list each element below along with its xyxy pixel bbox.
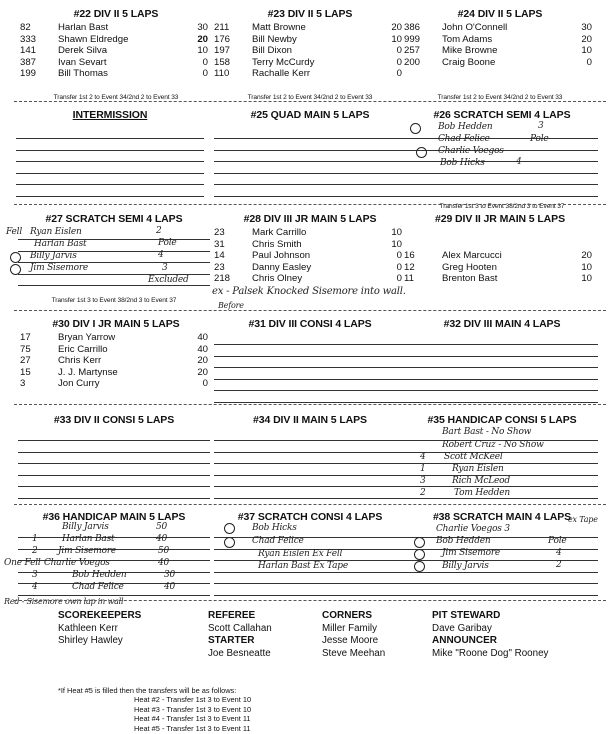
handwritten-circle [10,264,21,275]
table-row [20,355,212,367]
points: 40 [197,343,208,355]
event-title: #34 DIV II MAIN 5 LAPS [253,414,367,426]
handwritten-mark: Pole [548,536,567,546]
handwritten-mark: 3 [162,263,168,273]
footnote-line: Heat #4 - Transfer 1st 3 to Event 11 [134,714,251,724]
handwritten-entry: Harlan Bast Ex Tape [258,561,348,571]
car-number: 16 [404,250,415,261]
car-number: 3 [20,378,26,389]
handwritten-score: 50 [156,522,168,532]
driver-name: Greg Hooten [442,261,497,273]
car-number: 158 [214,56,231,68]
points: 20 [197,33,208,45]
table-row [214,239,406,251]
table-row [214,262,406,274]
event-35 [406,414,598,509]
table-row [214,273,406,285]
handwritten-entry: Billy Jarvis [442,561,489,571]
points: 0 [586,56,592,68]
points: 10 [391,227,402,238]
event-title: #33 DIV II CONSI 5 LAPS [53,414,175,426]
handwritten-score: 50 [158,546,170,556]
car-number: 11 [404,273,414,284]
points: 0 [396,56,402,68]
car-number: 257 [404,45,421,56]
event-title: #28 DIV III JR MAIN 5 LAPS [243,213,377,225]
handwritten-entry: Chad Felice [252,536,304,546]
entry-lines [406,344,598,403]
role-heading: STARTER [208,635,255,646]
official-name: Jesse Moore [322,635,379,646]
table-row [20,68,212,80]
transfer-note: Transfer 1st 2 to Event 34/2nd 2 to Event 33 [247,93,373,101]
event-title: #36 HANDICAP MAIN 5 LAPS [42,511,186,523]
table-row [404,262,596,274]
car-number: 387 [20,56,37,68]
event-24 [404,8,596,101]
footnote-intro: *If Heat #5 is filled then the transfers will be as follows: [58,686,237,695]
points: 0 [202,56,208,68]
table-row [20,378,212,390]
car-number: 27 [20,355,31,366]
transfer-footnote [58,686,251,733]
transfer-note: Transfer 1st 2 to Event 34/2nd 2 to Event 33 [53,93,179,101]
section-divider [14,101,606,102]
handwritten-mark: 4 [158,250,164,260]
event-28 [214,213,406,285]
points: 20 [581,250,592,261]
driver-name: Alex Marcucci [442,250,502,261]
handwritten-note: One Fell [4,558,41,568]
event-31 [214,318,406,413]
points: 0 [396,273,402,284]
handwritten-note: Before [218,301,244,310]
driver-name: Derek Silva [58,45,108,56]
car-number: 23 [214,261,225,273]
handwritten-mark: 2 [156,226,162,236]
handwritten-mark: 2 [556,560,562,570]
handwritten-mark: 3 [32,570,38,580]
car-number: 333 [20,33,37,45]
handwritten-entry: Jim Sisemore [58,546,117,556]
driver-name: Shawn Eldredge [58,33,129,45]
driver-name: Rachalle Kerr [252,68,311,79]
event-30 [20,318,212,390]
handwritten-entry: Charlie Voegos [438,146,504,156]
table-row [214,68,406,80]
points: 10 [581,45,592,56]
points: 10 [391,33,402,45]
car-number: 14 [214,250,225,261]
car-number: 176 [214,33,231,45]
handwritten-mark: 2 [420,488,426,498]
table-row [20,22,212,34]
points: 30 [581,22,592,33]
table-row [404,250,596,262]
car-number: 197 [214,45,231,56]
event-36 [4,511,210,606]
event-37 [214,511,406,606]
event-title: #30 DIV I JR MAIN 5 LAPS [52,318,180,330]
entry-lines [18,440,210,499]
handwritten-note: Fell [6,227,23,237]
event-23 [214,8,406,101]
points: 40 [197,332,208,343]
table-row [214,250,406,262]
official-name: Kathleen Kerr [58,622,118,634]
handwritten-note: ex Tape [568,515,598,524]
event-title: #35 HANDICAP CONSI 5 LAPS [427,414,577,426]
points: 20 [581,33,592,45]
handwritten-circle [224,523,235,534]
event-title: #26 SCRATCH SEMI 4 LAPS [433,109,571,121]
section-divider [14,504,606,505]
handwritten-entry: Jim Sisemore [30,263,89,273]
driver-name: Matt Browne [252,22,306,33]
event-title: #29 DIV II JR MAIN 5 LAPS [435,213,565,225]
event-title: #31 DIV III CONSI 4 LAPS [248,318,372,330]
handwritten-score: 40 [156,534,168,544]
car-number: 17 [20,332,31,343]
table-row [404,57,596,69]
handwritten-circle [414,549,425,560]
car-number: 75 [20,343,31,355]
points: 20 [391,22,402,33]
points: 10 [581,261,592,273]
handwritten-entry: Ryan Eislen [30,227,82,237]
section-divider [14,600,606,601]
entry-lines [406,537,598,596]
driver-name: Chris Smith [252,238,302,250]
handwritten-circle [416,147,427,158]
table-row [404,273,596,285]
car-number: 199 [20,68,37,79]
driver-name: Ivan Sevart [58,56,107,68]
handwritten-circle [410,123,421,134]
handwritten-note: ex - Palsek Knocked Sisemore into wall. [212,286,406,297]
driver-name: Terry McCurdy [252,56,315,68]
role-heading: ANNOUNCER [432,635,497,646]
car-number: 200 [404,56,421,68]
transfer-note: Transfer 1st 2 to Event 34/2nd 2 to Event 33 [437,94,563,101]
driver-name: Chris Kerr [58,355,102,366]
driver-name: Chris Olney [252,273,303,284]
event-title: #27 SCRATCH SEMI 4 LAPS [45,213,183,225]
official-name: Scott Callahan [208,622,272,634]
handwritten-mark: 4 [32,582,38,592]
event-title: #24 DIV II 5 LAPS [457,8,543,20]
table-row [404,34,596,46]
entry-lines [214,440,406,499]
handwritten-entry: Ryan Eislen Ex Fell [258,549,343,559]
section-divider [14,310,606,311]
entry-lines [16,138,204,197]
referee-block [208,610,272,660]
handwritten-score: 30 [164,570,176,580]
car-number: 211 [214,22,230,33]
points: 10 [391,238,402,250]
entry-lines [214,344,406,403]
event-title: #32 DIV III MAIN 4 LAPS [443,318,561,330]
handwritten-entry: Bob Hicks [252,523,297,533]
handwritten-entry: Robert Cruz - No Show [442,440,544,450]
points: 0 [202,378,208,389]
event-34 [214,414,406,509]
handwritten-entry: Bob Hicks [440,158,485,168]
table-row [20,344,212,356]
car-number: 110 [214,68,230,79]
points: 0 [396,261,402,273]
driver-name: Craig Boone [442,56,496,68]
handwritten-mark: 4 [516,157,522,167]
official-name: Shirley Hawley [58,635,123,646]
driver-name: Tom Adams [442,33,493,45]
corners-block [322,610,385,660]
table-row [214,45,406,57]
handwritten-circle [414,537,425,548]
handwritten-mark: 3 [420,476,426,486]
event-32 [406,318,598,413]
points: 0 [396,45,402,56]
handwritten-circle [10,252,21,263]
car-number: 141 [20,45,37,56]
footnote-line: Heat #2 - Transfer 1st 3 to Event 10 [134,695,252,705]
car-number: 12 [404,261,415,273]
points: 0 [396,250,402,261]
intermission [16,109,204,207]
handwritten-entry: Rich McLeod [452,476,510,486]
car-number: 82 [20,22,31,33]
handwritten-score: 40 [164,582,176,592]
role-heading: CORNERS [322,610,373,621]
official-name: Joe Besneatte [208,647,271,659]
driver-name: Harlan Bast [58,22,109,33]
handwritten-entry: Jim Sisemore [442,548,501,558]
handwritten-circle [224,537,235,548]
event-title: #25 QUAD MAIN 5 LAPS [250,109,370,121]
official-name: Miller Family [322,622,377,634]
role-heading: REFEREE [208,610,256,621]
points: 10 [197,45,208,56]
role-heading: PIT STEWARD [432,610,501,621]
table-row [20,367,212,379]
car-number: 23 [214,227,225,238]
handwritten-entry: Ryan Eislen [452,464,504,474]
event-26 [406,109,598,210]
event-38 [406,511,598,606]
driver-name: Bill Thomas [58,68,108,79]
table-row [214,22,406,34]
handwritten-note: Red - Sisemore own lap in wall [4,597,124,606]
handwritten-entry: Chad Felice [438,134,490,144]
pit-steward-block [432,610,548,660]
table-row [20,332,212,344]
handwritten-mark: 1 [420,464,426,474]
section-divider [14,204,606,205]
points: 20 [197,366,208,378]
handwritten-mark: 2 [32,546,38,556]
driver-name: Bill Newby [252,33,297,45]
handwritten-entry: Harlan Bast [62,534,115,544]
footnote-line: Heat #5 - Transfer 1st 3 to Event 11 [134,723,251,733]
handwritten-circle [414,561,425,572]
driver-name: Eric Carrillo [58,343,108,355]
driver-name: J. J. Martynse [58,366,118,378]
table-row [214,34,406,46]
section-title: INTERMISSION [72,109,148,121]
car-number: 386 [404,22,421,33]
official-name: Steve Meehan [322,647,386,659]
driver-name: Bill Dixon [252,45,292,56]
driver-name: Brenton Bast [442,273,498,284]
handwritten-entry: Charlie Voegos 3 [436,524,510,534]
car-number: 31 [214,238,225,250]
handwritten-entry: Harlan Bast [34,239,87,249]
handwritten-entry: Tom Hedden [454,488,510,498]
table-row [20,45,212,57]
event-27 [6,213,210,304]
handwritten-mark: 3 [538,121,544,131]
handwritten-score: 40 [158,558,170,568]
table-row [20,57,212,69]
handwritten-entry: Bob Hedden [438,122,493,132]
official-name: Dave Garibay [432,622,492,634]
points: 30 [197,22,208,33]
driver-name: John O'Connell [442,22,508,33]
car-number: 999 [404,33,421,45]
handwritten-mark: Pole [158,238,177,248]
handwritten-mark: 4 [556,548,562,558]
table-row [214,57,406,69]
points: 20 [197,355,208,366]
handwritten-entry: Charlie Voegos [44,558,110,568]
handwritten-mark: 1 [32,534,38,544]
table-row [404,22,596,34]
driver-name: Mark Carrillo [252,227,307,238]
driver-name: Jon Curry [58,378,100,389]
event-22 [20,8,212,101]
official-name: Mike "Roone Dog" Rooney [432,647,549,659]
table-row [404,45,596,57]
table-row [20,34,212,46]
transfer-note: Transfer 1st 3 to Event 38/2nd 3 to Event 37 [51,296,177,304]
event-29 [404,213,596,285]
event-title: #22 DIV II 5 LAPS [73,8,159,20]
driver-name: Paul Johnson [252,250,311,261]
scorekeepers-block [58,610,141,648]
handwritten-entry: Bob Hedden [72,570,127,580]
driver-name: Danny Easley [252,261,312,273]
event-25 [214,109,406,207]
event-title: #23 DIV II 5 LAPS [267,8,353,20]
car-number: 218 [214,273,231,284]
event-title: #38 SCRATCH MAIN 4 LAPS [432,511,572,523]
table-row [214,227,406,239]
points: 0 [396,68,402,79]
handwritten-entry: Bart Bast - No Show [442,427,532,437]
points: 10 [581,273,592,284]
handwritten-note: Excluded [148,275,189,285]
driver-name: Bryan Yarrow [58,332,116,343]
handwritten-mark: Pole [530,134,549,144]
handwritten-mark: 4 [420,452,426,462]
handwritten-entry: Chad Felice [72,582,124,592]
points: 0 [202,68,208,79]
handwritten-entry: Bob Hedden [436,536,491,546]
driver-name: Mike Browne [442,45,498,56]
section-divider [14,404,606,405]
car-number: 15 [20,366,31,378]
transfer-note: Transfer 1st 3 to Event 38/2nd 3 to Event 37 [439,203,565,210]
event-33 [18,414,210,509]
handwritten-entry: Scott McKeel [444,452,503,462]
handwritten-entry: Billy Jarvis [62,522,109,532]
event-title: #37 SCRATCH CONSI 4 LAPS [237,511,383,523]
handwritten-entry: Billy Jarvis [30,251,77,261]
entry-lines [214,138,406,197]
footnote-line: Heat #3 - Transfer 1st 3 to Event 10 [134,704,252,714]
role-heading: SCOREKEEPERS [58,610,142,621]
